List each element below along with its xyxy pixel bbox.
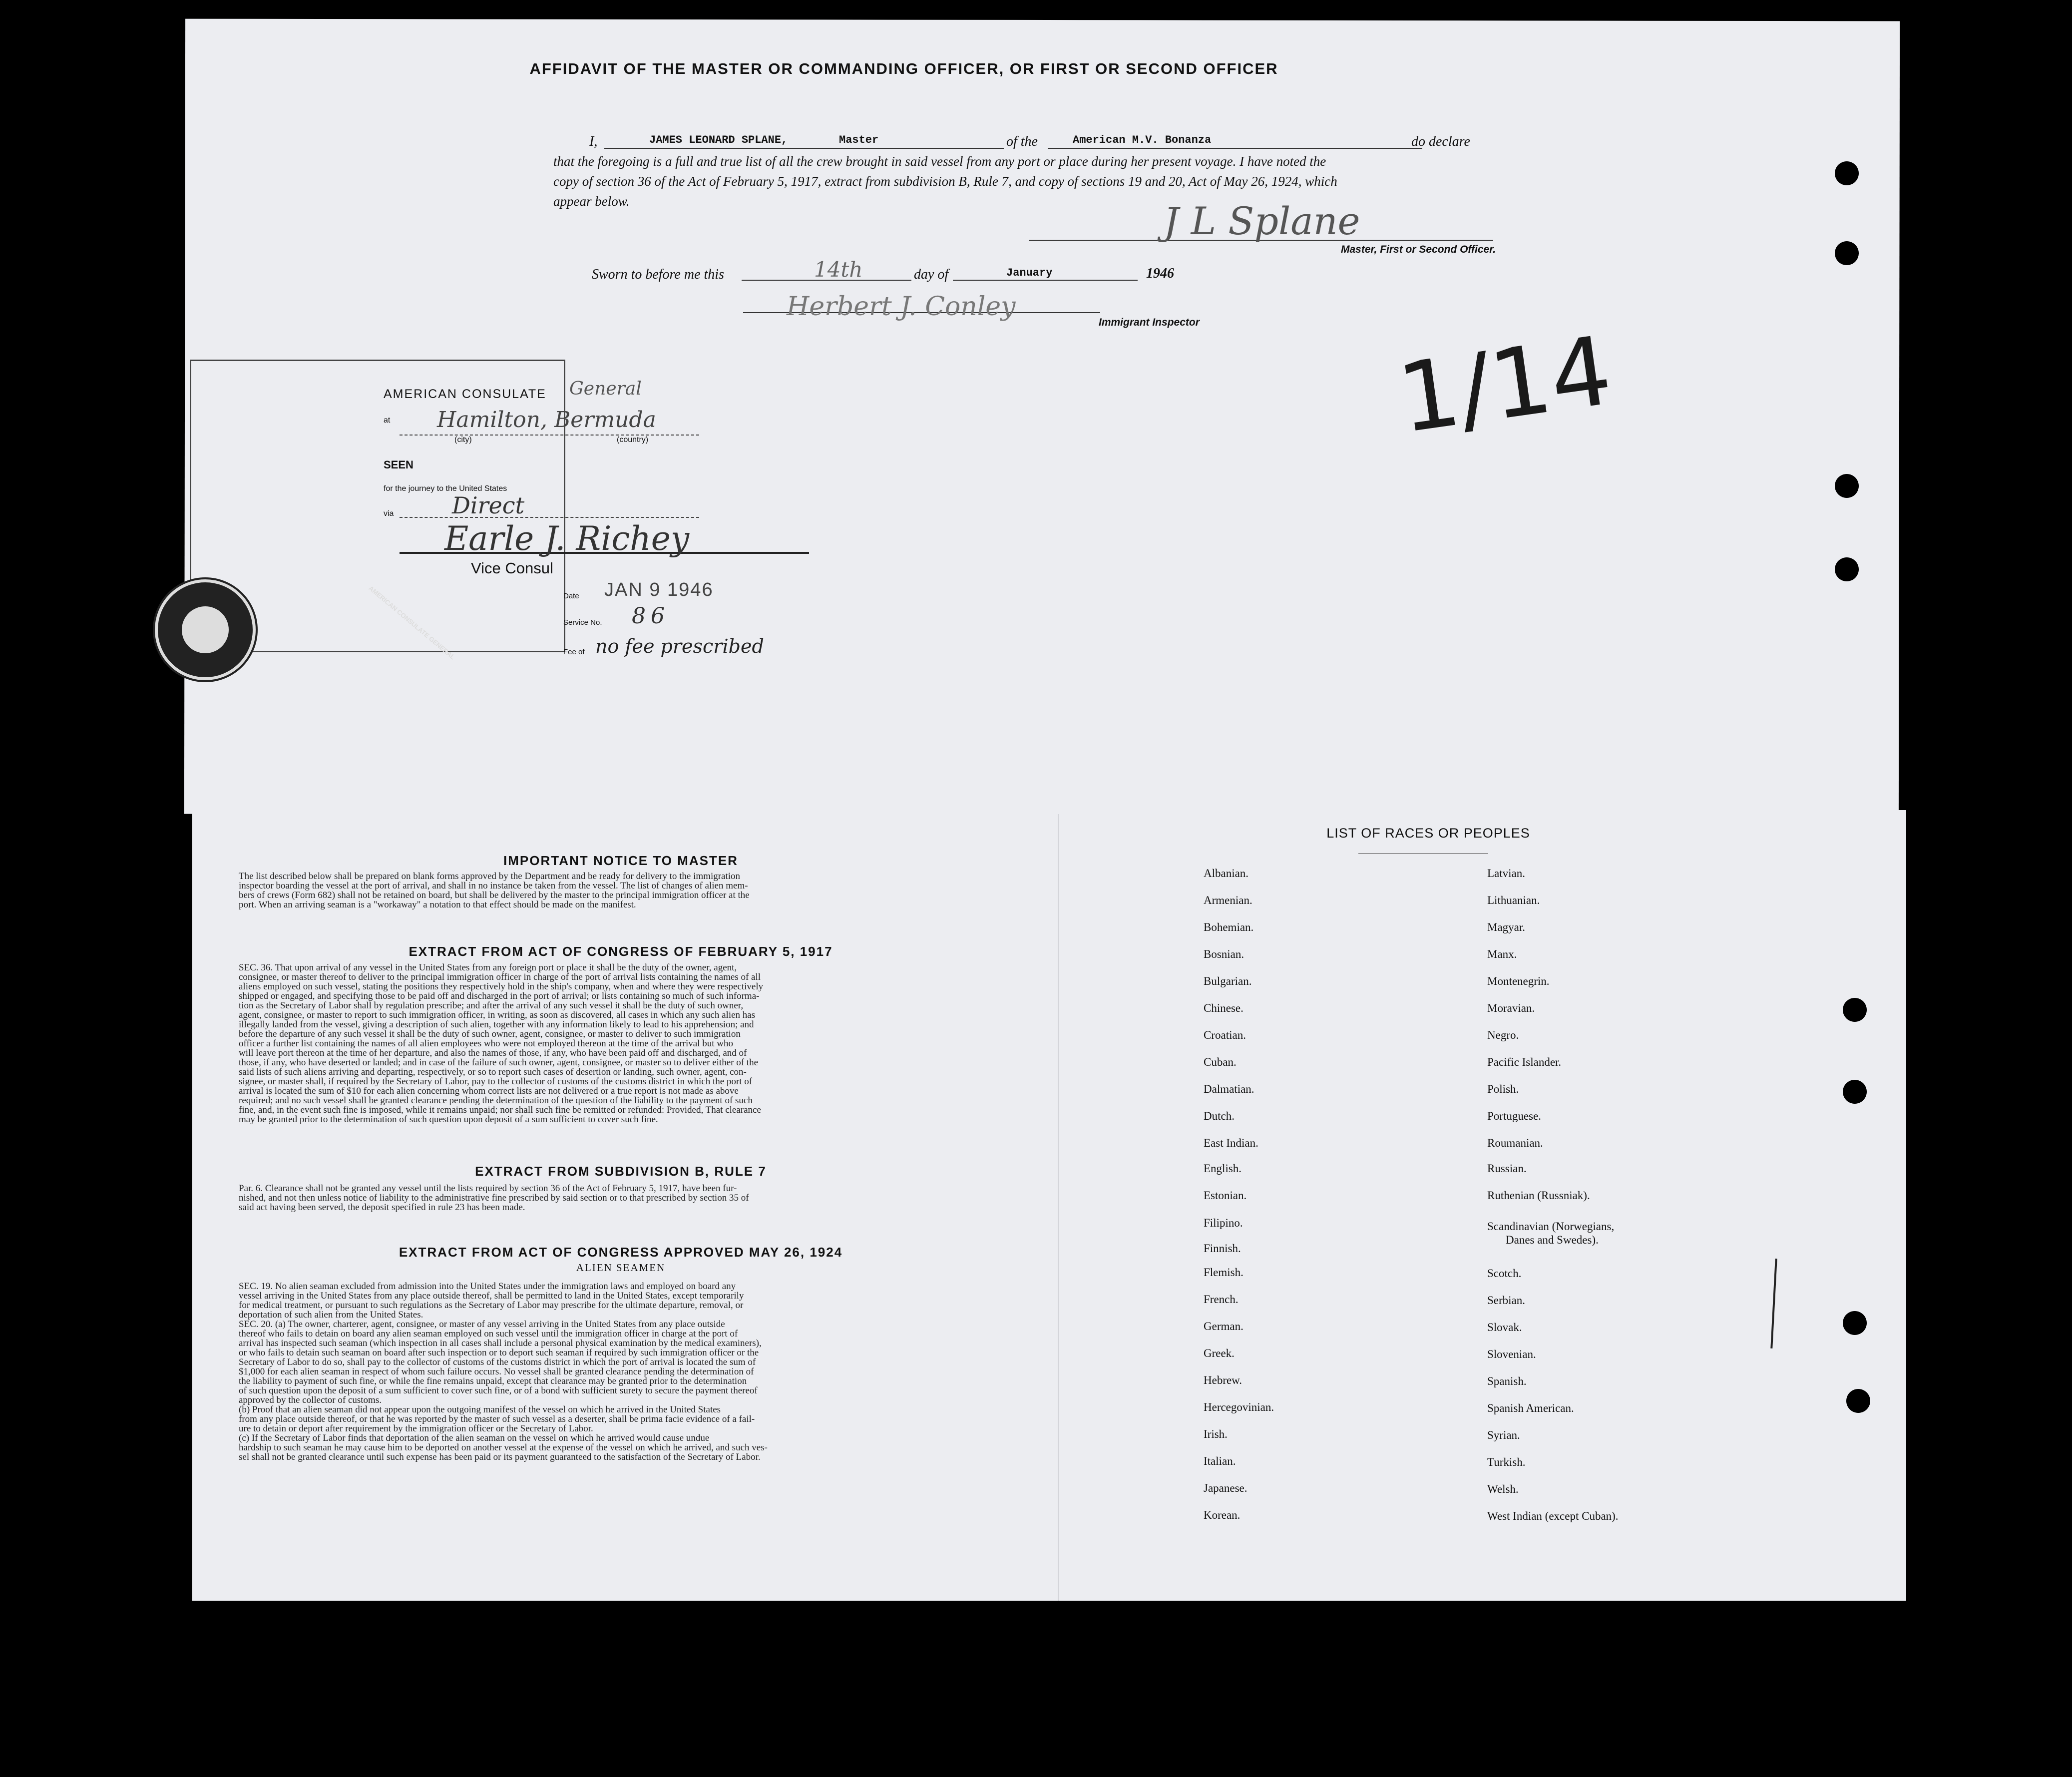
punch-hole xyxy=(1835,241,1859,265)
consulate-seal xyxy=(155,579,256,680)
race-item: Pacific Islander. xyxy=(1487,1056,1562,1068)
inspector-label: Immigrant Inspector xyxy=(1099,317,1200,328)
sworn-text: Sworn to before me this xyxy=(592,267,724,282)
race-item: West Indian (except Cuban). xyxy=(1487,1510,1619,1522)
page-fold-line xyxy=(1058,814,1059,1601)
punch-hole xyxy=(1843,1080,1867,1104)
seal-text: AMERICAN CONSULATE GENERAL xyxy=(367,584,457,661)
race-item: Irish. xyxy=(1204,1428,1228,1440)
consul-signature: Earle J. Richey xyxy=(444,519,690,558)
affidavit-text-line: that the foregoing is a full and true list of all the crew brought in said vessel from any port or place during her present voyage. I have noted the xyxy=(553,154,1326,169)
race-item: Polish. xyxy=(1487,1083,1519,1095)
sworn-day: 14th xyxy=(814,257,863,282)
punch-hole xyxy=(1835,161,1859,185)
race-item: French. xyxy=(1204,1293,1239,1306)
extract-rule7-text: Par. 6. Clearance shall not be granted any vessel until the lists required by section 36 of the Act of February 5, 1917, have been fur- nished, and not then unless notice of liability to the administrative fine prescribed by said section or to that prescribed by section 35 of said act having been served, the deposit specified in rule 23 has been made. xyxy=(239,1183,749,1213)
affidavit-of-the: of the xyxy=(1006,134,1038,149)
race-item: Korean. xyxy=(1204,1509,1241,1521)
race-item: Croatian. xyxy=(1204,1029,1246,1041)
race-item: Spanish. xyxy=(1487,1375,1527,1387)
day-of-label: day of xyxy=(914,267,949,282)
race-item: English. xyxy=(1204,1162,1242,1175)
notice-title: IMPORTANT NOTICE TO MASTER xyxy=(503,853,738,868)
punch-hole xyxy=(1843,998,1867,1022)
consulate-location: Hamilton, Bermuda xyxy=(437,407,656,433)
race-item: Lithuanian. xyxy=(1487,894,1540,906)
race-item: Danes and Swedes). xyxy=(1506,1234,1599,1246)
race-item: Spanish American. xyxy=(1487,1402,1574,1414)
race-item: Negro. xyxy=(1487,1029,1519,1041)
race-item: Moravian. xyxy=(1487,1002,1535,1014)
race-item: Japanese. xyxy=(1204,1482,1247,1494)
date-value: JAN 9 1946 xyxy=(604,579,714,600)
affidavit-title: AFFIDAVIT OF THE MASTER OR COMMANDING OFFICER, OR FIRST OR SECOND OFFICER xyxy=(529,60,1278,77)
race-item: Cuban. xyxy=(1204,1056,1237,1068)
race-item: Estonian. xyxy=(1204,1189,1247,1202)
extract-1924-text: SEC. 19. No alien seaman excluded from admission into the United States under the immigration laws and employed on board any vessel arriving in the United States from any place outside thereof, shall be permitted to land in the United States, except temporarily for medical treatment, or pursuant to such regulations as the Secretary of Labor may prescribe for the ultimate departure, removal, or deportation of such alien from the United States. SEC. 20. (a) The owner, charterer, agent, consignee, or master of any vessel arriving in the United States from any place outside thereof who fails to detain on board any alien seaman employed on such vessel until the immigration officer in charge at the port of arrival has inspected such seaman (which inspection in all cases shall include a personal physical examination by the medical examiners), or who fails to detain such seaman on board after such inspection or to deport such seaman if required by such immigration officer or the Secretary of Labor to do so, shall pay to the collector of customs of the customs district in which the port of arrival is located the sum of $1,000 for each alien seaman in respect of whom such failure occurs. No vessel shall be granted clearance pending the determination of the liability to payment of such fine, or while the fine remains unpaid, except that clearance may be granted prior to the determination of such question upon the deposit of a sum sufficient to cover such fine, or of a bond with sufficient surety to secure the payment thereof approved by the collector of customs. (b) Proof that an alien seaman did not appear upon the outgoing manifest of the vessel on which he arrived in the United States from any place outside thereof, or that he was reported by the master of such vessel as a deserter, shall be prima facie evidence of a fail- ure to detain or deport after requirement by the immigration officer or the Secretary of Labor. (c) If the Secretary of Labor finds that deportation of the alien seaman on the vessel on which he arrived would cause undue hardship to such seaman he may cause him to be deported on another vessel at the expense of the vessel on which he arrived, and such ves- sel shall not be granted clearance until such expense has been paid or its payment guaranteed to the satisfaction of the Secretary of Labor. xyxy=(239,1281,768,1462)
race-item: Bohemian. xyxy=(1204,921,1254,933)
handwritten-mark: 1/14 xyxy=(1391,315,1618,454)
master-name: JAMES LEONARD SPLANE, xyxy=(649,134,788,146)
extract-rule7-title: EXTRACT FROM SUBDIVISION B, RULE 7 xyxy=(475,1164,767,1179)
race-item: Welsh. xyxy=(1487,1483,1519,1495)
race-item: Armenian. xyxy=(1204,894,1252,906)
seen-label: SEEN xyxy=(384,458,414,471)
sworn-month: January xyxy=(1006,267,1053,279)
via-label: via xyxy=(384,509,394,518)
consulate-header-handwritten: General xyxy=(569,379,642,399)
race-item: Greek. xyxy=(1204,1347,1235,1359)
race-item: Manx. xyxy=(1487,948,1517,960)
race-item: Bosnian. xyxy=(1204,948,1244,960)
punch-hole xyxy=(1846,1389,1870,1413)
race-item: Syrian. xyxy=(1487,1429,1520,1441)
master-signature: J L Splane xyxy=(1164,199,1360,243)
punch-hole xyxy=(1835,557,1859,581)
race-item: Russian. xyxy=(1487,1162,1527,1175)
master-rank: Master xyxy=(839,134,879,146)
city-label: (city) xyxy=(454,436,472,444)
affidavit-i-word: I, xyxy=(589,134,598,149)
affidavit-do-declare: do declare xyxy=(1411,134,1470,149)
date-label: Date xyxy=(563,592,579,600)
race-item: Flemish. xyxy=(1204,1266,1243,1279)
punch-hole xyxy=(1843,1311,1867,1335)
service-value: 86 xyxy=(632,603,670,629)
race-item: Finnish. xyxy=(1204,1242,1241,1255)
fee-value: no fee prescribed xyxy=(595,635,764,657)
officer-label: Master, First or Second Officer. xyxy=(1341,244,1496,255)
race-item: Hercegovinian. xyxy=(1204,1401,1274,1413)
race-item: Dalmatian. xyxy=(1204,1083,1254,1095)
extract-1924-title: EXTRACT FROM ACT OF CONGRESS APPROVED MAY 26, 1924 xyxy=(399,1245,843,1260)
race-item: Hebrew. xyxy=(1204,1374,1243,1386)
journey-label: for the journey to the United States xyxy=(384,484,507,493)
vessel-name: American M.V. Bonanza xyxy=(1073,134,1212,146)
service-label: Service No. xyxy=(563,618,602,627)
consul-title: Vice Consul xyxy=(471,559,553,577)
race-item: Turkish. xyxy=(1487,1456,1526,1468)
consulate-header: AMERICAN CONSULATE xyxy=(384,387,546,401)
country-label: (country) xyxy=(617,436,649,444)
inspector-signature: Herbert J. Conley xyxy=(787,292,1016,322)
notice-text: The list described below shall be prepared on blank forms approved by the Department and be ready for delivery to the immigration inspector boarding the vessel at the port of arrival, and shall in no instance be taken from the vessel. The list of changes of alien mem- bers of crews (Form 682) shall not be retained on board, but shall be delivered by the master to the principal immigration officer at the port. When an arriving seaman is a "workaway" a notation to that effect should be made on the manifest. xyxy=(239,871,750,910)
race-item: Montenegrin. xyxy=(1487,975,1550,987)
race-item: Slovenian. xyxy=(1487,1348,1536,1360)
affidavit-text-line: copy of section 36 of the Act of February 5, 1917, extract from subdivision B, Rule 7, and copy of sections 19 and 20, Act of May 26, 1924, which xyxy=(553,174,1337,189)
race-item: Serbian. xyxy=(1487,1294,1526,1307)
race-item: Dutch. xyxy=(1204,1110,1235,1122)
race-item: Latvian. xyxy=(1487,867,1525,880)
race-item: Slovak. xyxy=(1487,1321,1522,1333)
race-item: Bulgarian. xyxy=(1204,975,1252,987)
race-item: Filipino. xyxy=(1204,1217,1243,1229)
races-title: LIST OF RACES OR PEOPLES xyxy=(1326,826,1530,841)
fee-label: Fee of xyxy=(563,648,585,656)
race-item: Chinese. xyxy=(1204,1002,1243,1014)
race-item: Italian. xyxy=(1204,1455,1236,1467)
extract-1917-text: SEC. 36. That upon arrival of any vessel in the United States from any foreign port or place it shall be the duty of the owner, agent, consignee, or master thereof to deliver to the principal immigration officer in charge of the port of arrival lists containing the names of all aliens employed on such vessel, stating the positions they respectively hold in the ship's company, when and where they were respectively shipped or engaged, and specifying those to be paid off and discharged in the port of arrival; or lists containing so much of such informa- tion as the Secretary of Labor shall by regulation prescribe; and after the arrival of any such vessel it shall be the duty of such owner, agent, consignee, or master to report to such immigration officer, in writing, as soon as discovered, all cases in which any such alien has illegally landed from the vessel, giving a description of such alien, together with any information likely to lead to his apprehension; and before the departure of any such vessel it shall be the duty of such owner, agent, consignee, or master to deliver to such immigration officer a further list containing the names of all alien employees who were not employed thereon at the time of the arrival but who will leave port thereon at the time of her departure, and also the names of those, if any, who have been paid off and discharged, and of those, if any, who have deserted or landed; and in case of the failure of such owner, agent, consignee, or master so to deliver either of the said lists of such aliens arriving and departing, respectively, or so to report such cases of desertion or landing, such owner, agent, con- signee, or master shall, if required by the Secretary of Labor, pay to the collector of customs of the customs district in which the port of arrival is located the sum of $10 for each alien concerning whom correct lists are not delivered or a true report is not made as above required; and no such vessel shall be granted clearance pending the determination of the question of the liability to the payment of such fine, and, in the event such fine is imposed, while it remains unpaid; nor shall such fine be remitted or refunded: Provided, That clearance may be granted prior to the determination of such question upon deposit of a sum sufficient to cover such fine. xyxy=(239,962,764,1125)
race-item: Scandinavian (Norwegians, xyxy=(1487,1220,1615,1233)
sworn-year: 1946 xyxy=(1146,266,1174,281)
punch-hole xyxy=(1835,474,1859,498)
race-item: Portuguese. xyxy=(1487,1110,1541,1122)
extract-1917-title: EXTRACT FROM ACT OF CONGRESS OF FEBRUARY 5, 1917 xyxy=(409,944,833,959)
at-label: at xyxy=(384,416,391,425)
race-item: East Indian. xyxy=(1204,1137,1258,1149)
race-item: Roumanian. xyxy=(1487,1137,1543,1149)
race-item: Albanian. xyxy=(1204,867,1249,880)
extract-1924-subtitle: ALIEN SEAMEN xyxy=(576,1262,666,1274)
race-item: German. xyxy=(1204,1320,1243,1333)
race-item: Magyar. xyxy=(1487,921,1526,933)
via-value: Direct xyxy=(452,492,525,519)
race-item: Ruthenian (Russniak). xyxy=(1487,1189,1590,1202)
affidavit-text-line: appear below. xyxy=(553,194,630,209)
race-item: Scotch. xyxy=(1487,1267,1522,1280)
